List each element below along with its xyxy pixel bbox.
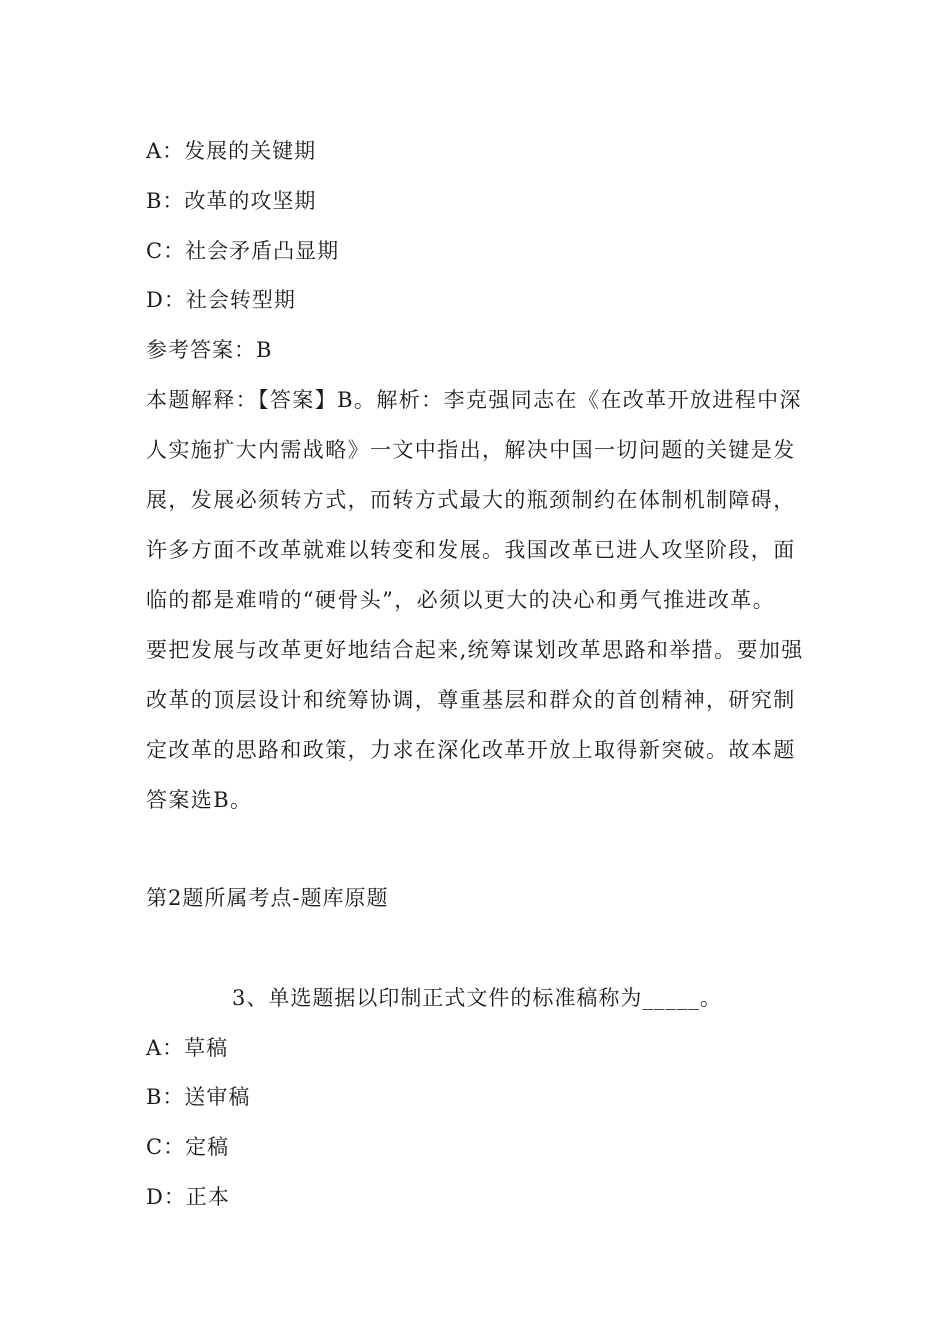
q3-stem: 3、单选题据以印制正式文件的标准稿称为_____。 [232, 986, 722, 1010]
explanation-line: 要把发展与改革更好地结合起来,统筹谋划改革思路和举措。要加强 [146, 638, 804, 662]
explanation-line: 展，发展必须转方式，而转方式最大的瓶颈制约在体制机制障碍， [146, 488, 796, 512]
explanation-line: 人实施扩大内需战略》一文中指出，解决中国一切问题的关键是发 [146, 438, 796, 462]
explanation-line: 临的都是难啃的“硬骨头”，必须以更大的决心和勇气推进改革。 [146, 588, 776, 612]
explanation-line: 改革的顶层设计和统筹协调，尊重基层和群众的首创精神，研究制 [146, 688, 796, 712]
q3-option-c: C：定稿 [146, 1135, 230, 1159]
explanation-line: 许多方面不改革就难以转变和发展。我国改革已进人攻坚阶段，面 [146, 538, 796, 562]
q2-answer: 参考答案：B [146, 338, 273, 362]
q2-option-a: A：发展的关键期 [146, 139, 317, 163]
q2-option-c: C：社会矛盾凸显期 [146, 239, 340, 263]
q2-explanation [146, 375, 811, 825]
q3-option-a: A：草稿 [146, 1036, 229, 1060]
q3-option-d: D：正本 [146, 1185, 230, 1209]
q2-option-b: B：改革的攻坚期 [146, 189, 317, 213]
q2-option-d: D：社会转型期 [146, 288, 296, 312]
explanation-line: 本题解释：【答案】B。解析：李克强同志在《在改革开放进程中深 [146, 388, 802, 412]
q2-topic: 第2题所属考点-题库原题 [146, 886, 389, 910]
q3-option-b: B：送审稿 [146, 1085, 251, 1109]
explanation-line: 答案选B。 [146, 788, 253, 812]
explanation-line: 定改革的思路和政策，力求在深化改革开放上取得新突破。故本题 [146, 738, 796, 762]
